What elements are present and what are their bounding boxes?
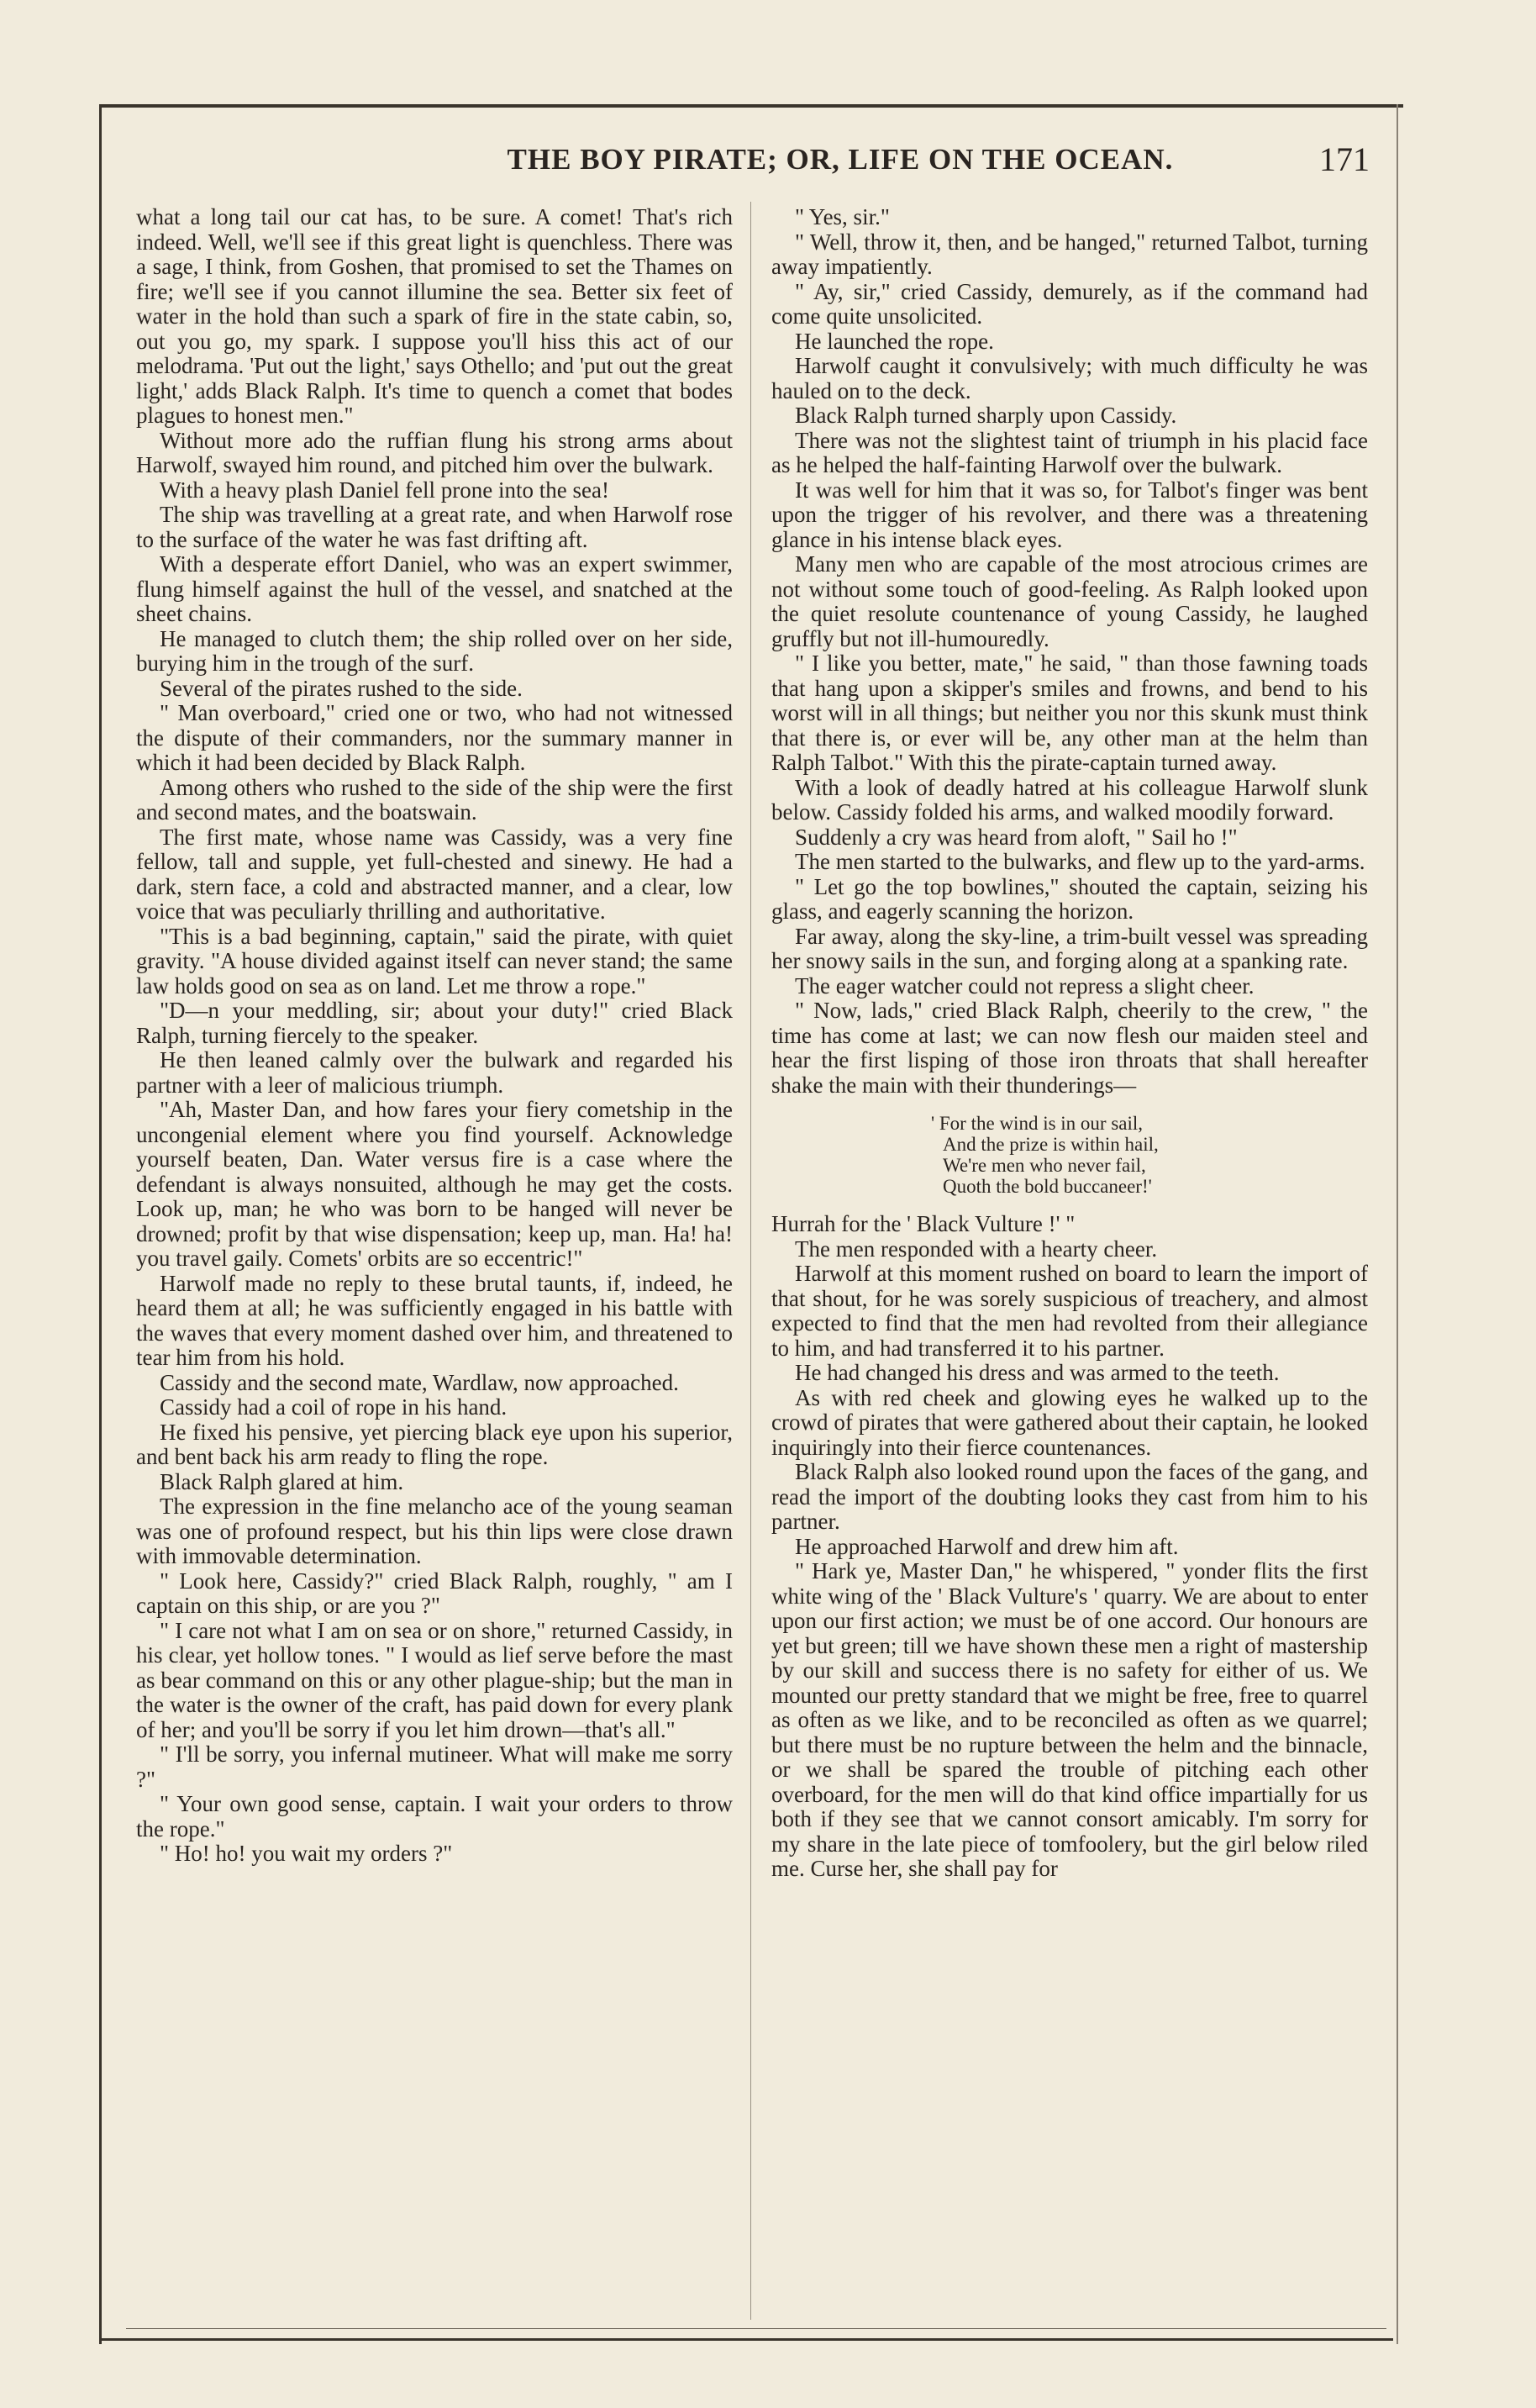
right-column-text-after-verse [771,1212,1368,1882]
paragraph: " I like you better, mate," he said, " than those fawning toads that hang upon a skipper's smiles and frowns, and bend to his worst will in all things; but neither you nor this skunk must think that there is, or ever will be, any other man at the helm than Ralph Talbot." With this the pirate-captain turned away. [771,651,1368,775]
page-number: 171 [1319,140,1370,178]
paragraph: The ship was travelling at a great rate, and when Harwolf rose to the surface of the water he was fast drifting aft. [136,502,733,552]
verse-line: ' For the wind is in our sail, [931,1113,1144,1134]
paragraph: " Well, throw it, then, and be hanged," returned Talbot, turning away impatiently. [771,229,1368,279]
left-column [136,205,733,1867]
paragraph: The eager watcher could not repress a slight cheer. [795,972,1255,999]
paragraph: " Ho! ho! you wait my orders ?" [160,1841,453,1866]
paragraph: The men responded with a hearty cheer. [795,1236,1158,1262]
paragraph: With a desperate effort Daniel, who was an expert swimmer, flung himself against the hull of the vessel, and snatched at the sheet chains. [136,551,733,626]
paragraph: "Ah, Master Dan, and how fares your fiery cometship in the uncongenial element where you find yourself. Acknowledge yourself beaten, Dan. Water versus fire is a case where the defendant is always nonsuited, although he may get the costs. Look up, man; he who was born to be hanged will never be drowned; profit by that wise dispensation; keep up, man. Ha! ha! you travel gaily. Comets' orbits are so eccentric!" [136,1097,733,1271]
paragraph: He fixed his pensive, yet piercing black eye upon his superior, and bent back his arm ready to fling the rope. [136,1419,733,1469]
paragraph: With a heavy plash Daniel fell prone into the sea! [160,477,609,503]
paragraph: He launched the rope. [795,328,994,354]
page-border-left [99,104,102,2344]
paragraph: There was not the slightest taint of triumph in his placid face as he helped the half-fainting Harwolf over the bulwark. [771,427,1368,477]
paragraph: "This is a bad beginning, captain," said the pirate, with quiet gravity. "A house divided against itself can never stand; the same law holds good on sea as on land. Let me throw a rope." [136,923,733,999]
paragraph: Black Ralph also looked round upon the faces of the gang, and read the import of the doubting looks they cast from him to his partner. [771,1459,1368,1534]
paragraph: " I'll be sorry, you infernal mutineer. What will make me sorry ?" [136,1741,733,1792]
running-head: THE BOY PIRATE; OR, LIFE ON THE OCEAN. [507,143,1174,176]
verse-line: Quoth the bold buccaneer!' [943,1176,1152,1197]
paragraph: Hurrah for the ' Black Vulture !' " [771,1211,1076,1236]
page-border-bottom-inner [126,2328,1386,2329]
verse-line: We're men who never fail, [943,1155,1146,1176]
paragraph: Harwolf at this moment rushed on board to learn the import of that shout, for he was sorely suspicious of treachery, and almost expected to find that the men had revolted from their allegiance to him, and had transferred it to his partner. [771,1261,1368,1361]
paragraph: He then leaned calmly over the bulwark and regarded his partner with a leer of malicious triumph. [136,1047,733,1098]
column-divider [750,202,751,2320]
paragraph: " Your own good sense, captain. I wait your orders to throw the rope." [136,1791,733,1842]
paragraph: He managed to clutch them; the ship rolled over on her side, burying him in the trough of the surf. [136,625,733,676]
paragraph: "D—n your meddling, sir; about your duty!" cried Black Ralph, turning fiercely to the speaker. [136,998,733,1048]
page-border-top [99,104,1403,108]
paragraph: what a long tail our cat has, to be sure. A comet! That's rich indeed. Well, we'll see if this great light is quenchless. There was a sage, I think, from Goshen, that promised to set the Thames on fire; we'll see if you cannot illumine the sea. Better six feet of water in the hold than such a spark of fire in the state cabin, so, out you go, my spark. I suppose you'll hiss this act of our melodrama. 'Put out the light,' says Othello; and 'put out the great light,' adds Black Ralph. It's time to quench a comet that bodes plagues to honest men." [136,204,733,428]
paragraph: Suddenly a cry was heard from aloft, " Sail ho !" [795,824,1238,850]
right-column [771,205,1368,1882]
paragraph: Without more ado the ruffian flung his strong arms about Harwolf, swayed him round, and pitched him over the bulwark. [136,427,733,477]
paragraph: With a look of deadly hatred at his colleague Harwolf slunk below. Cassidy folded his arms, and walked moodily forward. [771,774,1368,825]
paragraph: Black Ralph glared at him. [160,1468,404,1494]
page-border-bottom [99,2338,1393,2341]
paragraph: Several of the pirates rushed to the side. [160,675,523,701]
page-border-right [1397,104,1398,2344]
paragraph: Cassidy had a coil of rope in his hand. [160,1394,508,1420]
page-header [134,134,1378,185]
paragraph: " I care not what I am on sea or on shore," returned Cassidy, in his clear, yet hollow tones. " I would as lief serve before the mast as bear command on this or any other plague-ship; but the man in the water is the owner of the craft, has paid down for every plank of her; and you'll be sorry if you let him drown—that's all." [136,1617,733,1742]
paragraph: Far away, along the sky-line, a trim-built vessel was spreading her snowy sails in the sun, and forging along at a spanking rate. [771,923,1368,973]
paragraph: As with red cheek and glowing eyes he walked up to the crowd of pirates that were gathered about their captain, he looked inquiringly into their fierce countenances. [771,1384,1368,1460]
verse-line: And the prize is within hail, [943,1134,1159,1155]
paragraph: The expression in the fine melancho ace of the young seaman was one of profound respect, but his thin lips were close drawn with immovable determination. [136,1494,733,1568]
right-column-text-before-verse [771,205,1368,1098]
paragraph: Harwolf made no reply to these brutal taunts, if, indeed, he heard them at all; he was sufficiently engaged in his battle with the waves that every moment dashed over him, and threatened to tear him from his hold. [136,1270,733,1370]
paragraph: Among others who rushed to the side of the ship were the first and second mates, and the boatswain. [136,774,733,825]
paragraph: " Let go the top bowlines," shouted the captain, seizing his glass, and eagerly scanning the horizon. [771,873,1368,924]
paragraph: It was well for him that it was so, for Talbot's finger was bent upon the trigger of his revolver, and there was a threatening glance in his intense black eyes. [771,477,1368,552]
paragraph: The first mate, whose name was Cassidy, was a very fine fellow, tall and supple, yet full-chested and sinewy. He had a dark, stern face, a cold and abstracted manner, and a clear, low voice that was peculiarly thrilling and authoritative. [136,824,733,924]
paragraph: He approached Harwolf and drew him aft. [795,1533,1179,1559]
verse-block [771,1113,1368,1197]
paragraph: " Hark ye, Master Dan," he whispered, " yonder flits the first white wing of the ' Black Vulture's ' quarry. We are about to enter upon our first action; we must be of one accord. Our honours are yet but green; till we have shown these men a right of mastership by our skill and success there is no safety for either of us. We mounted our pretty standard that we might be free, free to quarrel as often as we like, and to be reconciled as often as we quarrel; but there must be no rupture between the helm and the binnacle, or we shall be spared the trouble of pitching each other overboard, for the men will do that kind office impartially for us both if they see that we cannot consort amicably. I'm sorry for my share in the late piece of tomfoolery, but the girl below riled me. Curse her, she shall pay for [771,1558,1368,1881]
paragraph: " Yes, sir." [795,204,890,229]
paragraph: " Now, lads," cried Black Ralph, cheerily to the crew, " the time has come at last; we can now flesh our maiden steel and hear the first lisping of those iron throats that shall hereafter shake the main with their thunderings— [771,998,1368,1098]
paragraph: The men started to the bulwarks, and flew up to the yard-arms. [795,849,1365,874]
paragraph: " Man overboard," cried one or two, who had not witnessed the dispute of their commanders, nor the summary manner in which it had been decided by Black Ralph. [136,700,733,775]
paragraph: Harwolf caught it convulsively; with much difficulty he was hauled on to the deck. [771,353,1368,403]
paragraph: He had changed his dress and was armed to the teeth. [795,1360,1280,1385]
paragraph: Black Ralph turned sharply upon Cassidy. [795,403,1177,428]
paragraph: " Ay, sir," cried Cassidy, demurely, as if the command had come quite unsolicited. [771,278,1368,329]
paragraph: Many men who are capable of the most atrocious crimes are not without some touch of good-feeling. As Ralph looked upon the quiet resolute countenance of young Cassidy, he laughed gruffly but not ill-humouredly. [771,551,1368,651]
paragraph: " Look here, Cassidy?" cried Black Ralph, roughly, " am I captain on this ship, or are you ?" [136,1568,733,1618]
paragraph: Cassidy and the second mate, Wardlaw, now approached. [160,1369,679,1395]
